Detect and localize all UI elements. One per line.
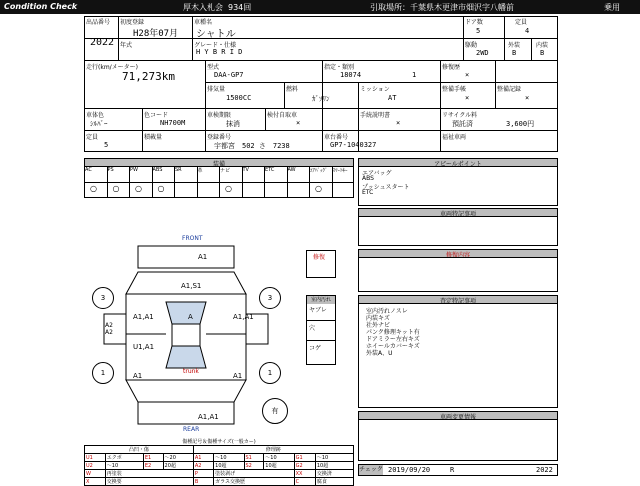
legend-cell: A1 [193,454,213,462]
inspection-label: 車検期限 [207,112,232,119]
spec2: 1 [412,71,417,79]
divider [440,60,441,152]
special-title: 車両特記事項 [358,208,558,217]
usage-type: 乗用 [604,3,620,12]
car-outline [90,242,290,427]
seat: 5 [104,141,109,149]
repair-tag-box [306,250,336,278]
repair-title: 修復内容 [358,249,558,258]
service-book-label: 整備手帳 [442,86,467,93]
legend-title: 傷種記号＆傷種サイズ(一般カー) [182,439,256,445]
divider [84,130,558,131]
drive: 2WD [476,49,489,57]
doors-label: ドア数 [465,19,483,26]
legend-cell: 〜10 [214,454,244,462]
docs-label: 手続説明書 [360,112,391,119]
legend-cell: G2 [294,462,315,470]
lot-number: 2022 [90,37,115,48]
interior-box [306,295,336,365]
equipment-label: ABS [152,167,163,173]
change-box [358,419,558,461]
rear-label: REAR [183,426,200,433]
legend-cell: S2 [244,462,264,470]
inspector-line: ドアミラー左右キズ [366,336,420,343]
rear-bumper-mark: A1,A1 [198,413,219,421]
check-label: チェック [359,466,383,473]
inspector-line: 室内汚れノスレ [366,308,408,315]
mileage-label: 走行(km/メーター) [86,64,139,71]
legend-cell: E1 [143,454,163,462]
color-label: 車体色 [86,112,105,119]
divider [322,60,323,152]
color-code-label: 色コード [144,112,169,119]
mission-label: ミッション [360,86,390,93]
tire-rear-left: 1 [92,362,114,384]
capacity: 4 [525,27,530,35]
legend-cell: 腐食 [315,478,353,486]
equipment-mark: ○ [112,184,120,193]
grade: H Y B R I D [196,48,243,56]
equipment-label: ナビ [220,168,231,174]
recycle-label: リサイクル料 [442,112,478,119]
service-book: × [465,94,470,102]
roof-mark: A [188,313,193,321]
left-front-mark: A1,A1 [133,313,154,321]
legend-cell: B [193,478,213,486]
legend-cell: 10超 [264,462,294,470]
fuel: ｶﾞｿﾘﾝ [312,95,330,103]
inspector-title: 査定特記事項 [358,295,558,304]
service-record: × [525,94,530,102]
legend-cell: U2 [85,462,106,470]
equipment-label: AC [85,167,92,173]
repair-history: × [465,71,470,79]
equipment-mark: ○ [315,184,322,193]
fuel-label: 燃料 [286,86,299,93]
footer-lot: 2022 [536,466,553,474]
legend-cell: 塗装剥げ [214,470,294,478]
change-title: 車両変更情報 [358,411,558,420]
tire-rear-right: 1 [259,362,281,384]
spec-label: 指定・類別 [324,64,355,71]
displacement-label: 排気量 [207,86,226,93]
app-title: Condition Check [4,2,78,11]
year-label: 年式 [120,42,133,49]
equipment-mark: ○ [90,184,97,193]
equipment-label: 革 [197,168,203,174]
pickup-location: 引取場所：千葉県木更津市畑沢字八幡前 [370,3,514,12]
legend-cell: C [294,478,315,486]
registration-label: 登録番号 [207,134,232,141]
legend-cell: S1 [244,454,264,462]
inspection: 抹消 [226,120,240,128]
inspector-line: 社外ナビ [366,322,391,329]
inspector-line: ホイールカバーキズ [366,343,420,350]
spare-tire: 有 [262,398,288,424]
welfare-label: 福祉車両 [442,134,467,141]
ext-grade: B [512,49,517,57]
legend-header: 修理跡 [193,446,353,454]
recycle-amount: 3,600円 [506,120,535,128]
int-grade: B [540,49,545,57]
divider [307,320,335,321]
divider [531,38,532,60]
legend-cell: 再塗装 [105,470,193,478]
auction-name: 厚木入札会 [183,3,223,12]
rear-left-mark: A1 [133,372,143,380]
capacity-label: 定員 [515,19,528,26]
left-rear-mark: U1,A1 [133,343,155,351]
tire-front-right: 3 [259,287,281,309]
front-label: FRONT [182,235,203,242]
legend-cell: G1 [294,454,315,462]
color-code: NH700M [160,119,186,127]
equipment-label: SR [175,167,182,173]
special-box [358,216,558,246]
equipment-mark: ○ [135,184,142,193]
check-date: 2019/09/20 [388,466,431,474]
appeal-line: ETC [362,189,374,196]
legend-cell: U1 [85,454,106,462]
vehicle-name: シャトル [196,29,236,40]
model-label: 型式 [207,64,220,71]
tire-front-left: 3 [92,287,114,309]
appeal-line: ABS [362,175,374,182]
legend-cell: 10超 [214,462,244,470]
repair-history-label: 修復歴 [442,64,461,71]
doors: 5 [476,27,481,35]
ext-label: 外装 [508,42,521,49]
legend-cell: 〜10 [105,462,143,470]
legend-cell: E2 [143,462,163,470]
legend-cell: A2 [193,462,213,470]
auction-session: 934回 [228,3,252,12]
legend-cell: 〜10 [264,454,294,462]
repair-box [358,257,558,292]
divider [84,60,558,61]
spec1: 18074 [340,71,362,79]
chassis-label: 車台番号 [324,134,349,141]
legend-cell: 交換要 [105,478,193,486]
equipment-label: AW [287,167,296,173]
first-reg-label: 初度登録 [120,19,145,26]
front-bumper-mark: A1 [198,253,208,261]
equipment-mark: ○ [225,184,232,193]
legend-cell: エクボ [105,454,143,462]
footer-r: R [450,466,455,474]
lot-label: 出品番号 [86,19,111,26]
divider [205,60,206,152]
appeal-title: アピールポイント [358,158,558,167]
legend-cell: P [193,470,213,478]
legend-cell: 交換済 [315,470,353,478]
equipment-label: ｽﾏｰﾄｷｰ [332,168,348,174]
inspector-line: パンク修理キット有 [366,329,420,336]
equipment-label: PW [130,167,138,173]
legend-cell: ガラス交換歴 [214,478,294,486]
divider [205,82,558,83]
first-reg: H28年07月 [133,29,179,39]
legend-cell: 10超 [315,462,353,470]
interior-item: 穴 [309,325,316,332]
displacement: 1500CC [226,94,252,102]
interior-item: ヤブレ [309,307,327,314]
hood-mark: A1,S1 [181,282,202,290]
divider [307,340,335,341]
trunk-label: trunk [183,368,199,375]
legend-cell: 〜20 [163,454,193,462]
divider [84,108,558,109]
equipment-label: ETC [265,167,275,173]
divider [265,108,266,130]
divider [495,60,496,108]
name-label: 車種名 [194,19,213,26]
registration: 宇都宮 502 さ 7238 [214,142,290,150]
legend-cell: XX [294,470,315,478]
color: ｼﾙﾊﾞｰ [90,120,108,128]
legend-cell: X [85,478,106,486]
inspector-line: 外装A、U [366,350,393,357]
legend-header: 凸凹・傷 [85,446,194,454]
divider [284,82,285,108]
drive-label: 駆動 [465,42,478,49]
mileage: 71,273km [122,70,175,83]
repair-tag: 修復 [313,254,326,261]
equipment-title: 装備 [84,158,354,167]
mission: AT [388,94,397,102]
equipment-label: PS [107,167,114,173]
travel: × [296,119,301,127]
seat-label: 定員 [86,134,99,141]
right-front-mark: A1,A1 [233,313,254,321]
legend-cell: 20超 [163,462,193,470]
fender-mark: A2 A2 [105,322,113,336]
grade-label: グレード・仕様 [194,42,237,49]
recycle-status: 預託済 [452,120,473,128]
equipment-label: ｴｱﾊﾞｯｸﾞ [310,168,328,174]
int-label: 内装 [536,42,549,49]
header-bar [0,0,640,14]
appeal-line: エアバッグ [362,170,392,177]
appeal-line: プッシュスタート [362,184,410,191]
legend-cell: W [85,470,106,478]
load-label: 積載量 [144,134,163,141]
equipment-mark: ○ [157,184,165,193]
service-record-label: 整備記録 [497,86,522,93]
chassis: GP7-1040327 [330,141,377,149]
interior-title: 室内汚れ [307,296,335,304]
equipment-label: TV [242,167,249,173]
inspector-line: 内装キズ [366,315,390,322]
docs: × [396,119,401,127]
interior-item: コゲ [309,345,322,352]
travel-label: 検付自取車 [267,112,298,119]
right-rear-mark: A1 [233,372,243,380]
model: DAA-GP7 [214,71,244,79]
legend-cell: 〜10 [315,454,353,462]
